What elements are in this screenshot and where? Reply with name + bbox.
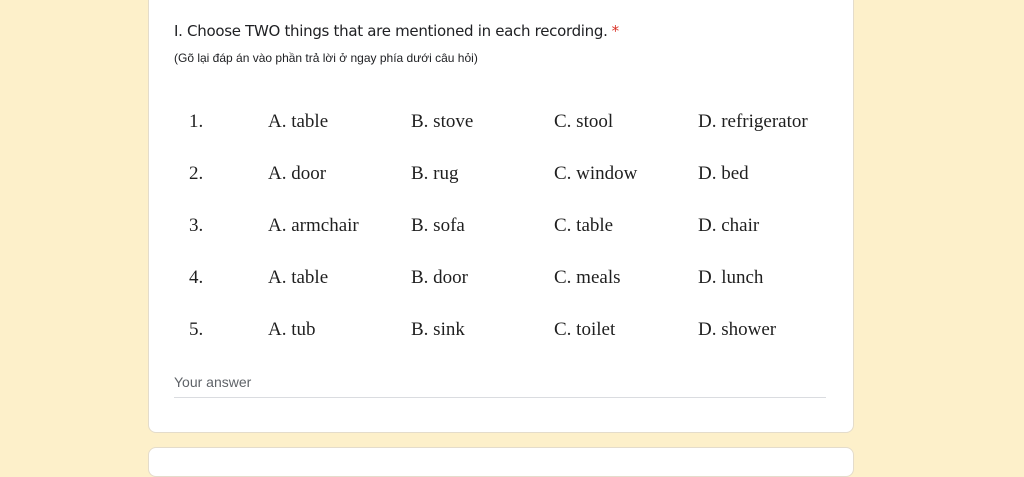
row-number: 2. — [189, 163, 204, 184]
option-d: D. chair — [698, 215, 760, 236]
option-b: B. sofa — [411, 215, 465, 236]
option-a: A. tub — [268, 319, 316, 340]
option-b: B. rug — [411, 163, 459, 184]
option-a: A. door — [268, 163, 327, 184]
option-b: B. sink — [411, 319, 465, 340]
option-d: D. refrigerator — [698, 111, 808, 132]
option-c: C. window — [554, 163, 638, 184]
option-b: B. stove — [411, 111, 474, 132]
option-d: D. lunch — [698, 267, 764, 288]
question-title — [174, 22, 619, 40]
question-title-text: I. Choose TWO things that are mentioned in each recording. — [174, 22, 608, 40]
option-d: D. bed — [698, 163, 749, 184]
option-a: A. armchair — [268, 215, 359, 236]
answer-input[interactable]: Your answer — [174, 374, 252, 390]
row-number: 5. — [189, 319, 204, 340]
answer-input-underline[interactable] — [174, 397, 826, 398]
row-number: 4. — [189, 267, 204, 288]
question-hint: (Gõ lại đáp án vào phần trả lời ở ngay phía dưới câu hỏi) — [174, 51, 478, 65]
option-b: B. door — [411, 267, 468, 288]
option-a: A. table — [268, 111, 329, 132]
option-d: D. shower — [698, 319, 777, 340]
option-c: C. meals — [554, 267, 621, 288]
option-c: C. stool — [554, 111, 614, 132]
option-c: C. table — [554, 215, 614, 236]
row-number: 3. — [189, 215, 204, 236]
required-marker: * — [611, 22, 619, 40]
option-a: A. table — [268, 267, 329, 288]
row-number: 1. — [189, 111, 204, 132]
option-c: C. toilet — [554, 319, 616, 340]
next-question-card — [148, 447, 854, 477]
